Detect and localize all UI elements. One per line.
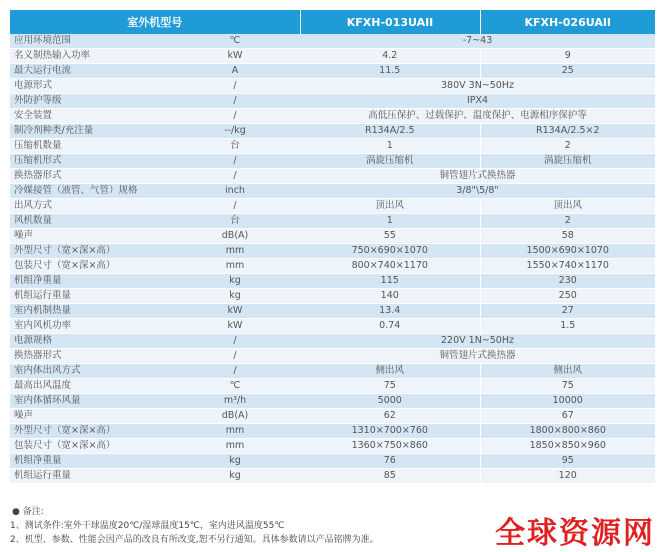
param-name: 室内体出风方式 — [10, 364, 170, 379]
param-unit: / — [170, 169, 300, 184]
table-row — [10, 184, 655, 199]
value-model-a: 涡旋压缩机 — [300, 154, 480, 169]
notes-line-1: 1、测试条件:室外干球温度20℃/湿球温度15℃，室内进风温度55℃ — [10, 521, 285, 531]
param-name: 外防护等级 — [10, 94, 170, 109]
value-model-a: 62 — [300, 409, 480, 424]
value-model-a: 1310×700×760 — [300, 424, 480, 439]
value-model-a: R134A/2.5 — [300, 124, 480, 139]
table-row — [10, 124, 655, 139]
value-model-b: 25 — [480, 64, 655, 79]
param-name: 包装尺寸（宽×深×高） — [10, 259, 170, 274]
table-row — [10, 199, 655, 214]
value-model-a: 75 — [300, 379, 480, 394]
spec-table — [10, 10, 655, 484]
param-name: 冷媒接管（液管、气管）规格 — [10, 184, 170, 199]
param-unit: / — [170, 154, 300, 169]
value-model-b: R134A/2.5×2 — [480, 124, 655, 139]
value-both-models: 3/8"\5/8" — [300, 184, 655, 199]
notes — [10, 505, 470, 547]
value-model-b: 75 — [480, 379, 655, 394]
table-row — [10, 349, 655, 364]
value-both-models: 高低压保护、过载保护、温度保护、电源相序保护等 — [300, 109, 655, 124]
value-model-a: 1 — [300, 214, 480, 229]
param-unit: / — [170, 199, 300, 214]
param-name: 制冷剂种类/充注量 — [10, 124, 170, 139]
value-model-a: 1360×750×860 — [300, 439, 480, 454]
param-unit: --/kg — [170, 124, 300, 139]
param-name: 压缩机形式 — [10, 154, 170, 169]
value-model-b: 9 — [480, 49, 655, 64]
header-model-b: KFXH-026UAII — [480, 10, 655, 34]
param-unit: dB(A) — [170, 229, 300, 244]
value-model-b: 1850×850×960 — [480, 439, 655, 454]
param-unit: kg — [170, 274, 300, 289]
value-model-b: 27 — [480, 304, 655, 319]
notes-line-2: 2、机型、参数、性能会因产品的改良有所改变,恕不另行通知。具体参数请以产品铭牌为准。 — [10, 535, 379, 545]
value-model-b: 10000 — [480, 394, 655, 409]
table-row — [10, 229, 655, 244]
table-row — [10, 319, 655, 334]
param-unit: kW — [170, 49, 300, 64]
param-unit: m³/h — [170, 394, 300, 409]
param-unit: kg — [170, 469, 300, 484]
param-unit: mm — [170, 244, 300, 259]
table-row — [10, 454, 655, 469]
value-model-b: 67 — [480, 409, 655, 424]
param-unit: / — [170, 94, 300, 109]
value-model-b: 120 — [480, 469, 655, 484]
param-unit: 台 — [170, 214, 300, 229]
param-name: 包装尺寸（宽×深×高） — [10, 439, 170, 454]
table-row — [10, 139, 655, 154]
param-name: 机组运行重量 — [10, 469, 170, 484]
value-model-a: 13.4 — [300, 304, 480, 319]
param-unit: / — [170, 79, 300, 94]
param-unit: dB(A) — [170, 409, 300, 424]
param-name: 应用环境范围 — [10, 34, 170, 49]
value-both-models: 铜管翅片式换热器 — [300, 349, 655, 364]
param-unit: mm — [170, 424, 300, 439]
value-model-a: 侧出风 — [300, 364, 480, 379]
value-model-b: 涡旋压缩机 — [480, 154, 655, 169]
value-model-a: 115 — [300, 274, 480, 289]
table-row — [10, 34, 655, 49]
table-row — [10, 424, 655, 439]
table-row — [10, 379, 655, 394]
table-row — [10, 79, 655, 94]
value-model-b: 侧出风 — [480, 364, 655, 379]
param-name: 外型尺寸（宽×深×高） — [10, 244, 170, 259]
value-model-b: 230 — [480, 274, 655, 289]
param-unit: / — [170, 334, 300, 349]
table-row — [10, 259, 655, 274]
value-model-a: 0.74 — [300, 319, 480, 334]
value-model-b: 58 — [480, 229, 655, 244]
table-row — [10, 289, 655, 304]
value-model-a: 750×690×1070 — [300, 244, 480, 259]
watermark-logo: 全球资源网 — [495, 516, 655, 551]
table-row — [10, 244, 655, 259]
value-model-b: 95 — [480, 454, 655, 469]
param-unit: / — [170, 349, 300, 364]
param-unit: mm — [170, 259, 300, 274]
param-name: 安全装置 — [10, 109, 170, 124]
value-both-models: 220V 1N~50Hz — [300, 334, 655, 349]
value-model-b: 1.5 — [480, 319, 655, 334]
value-model-a: 4.2 — [300, 49, 480, 64]
param-name: 机组净重量 — [10, 454, 170, 469]
param-name: 换热器形式 — [10, 349, 170, 364]
table-row — [10, 169, 655, 184]
table-row — [10, 274, 655, 289]
param-unit: kg — [170, 289, 300, 304]
value-model-a: 800×740×1170 — [300, 259, 480, 274]
value-model-a: 1 — [300, 139, 480, 154]
param-name: 名义制热输入功率 — [10, 49, 170, 64]
value-model-a: 5000 — [300, 394, 480, 409]
value-both-models: IPX4 — [300, 94, 655, 109]
value-model-a: 顶出风 — [300, 199, 480, 214]
value-model-a: 85 — [300, 469, 480, 484]
param-name: 室内风机功率 — [10, 319, 170, 334]
header-model-a: KFXH-013UAII — [300, 10, 480, 34]
param-unit: 台 — [170, 139, 300, 154]
table-row — [10, 49, 655, 64]
table-row — [10, 364, 655, 379]
table-row — [10, 439, 655, 454]
value-model-a: 140 — [300, 289, 480, 304]
table-row — [10, 409, 655, 424]
value-model-b: 1500×690×1070 — [480, 244, 655, 259]
param-unit: ℃ — [170, 34, 300, 49]
value-model-b: 1550×740×1170 — [480, 259, 655, 274]
param-name: 噪声 — [10, 409, 170, 424]
param-unit: kg — [170, 454, 300, 469]
param-name: 最大运行电流 — [10, 64, 170, 79]
value-model-a: 76 — [300, 454, 480, 469]
param-unit: kW — [170, 319, 300, 334]
param-name: 机组净重量 — [10, 274, 170, 289]
table-row — [10, 154, 655, 169]
value-both-models: -7~43 — [300, 34, 655, 49]
param-unit: / — [170, 364, 300, 379]
param-name: 换热器形式 — [10, 169, 170, 184]
table-row — [10, 109, 655, 124]
param-name: 机组运行重量 — [10, 289, 170, 304]
param-unit: A — [170, 64, 300, 79]
table-header-row — [10, 10, 655, 34]
value-model-a: 55 — [300, 229, 480, 244]
param-name: 风机数量 — [10, 214, 170, 229]
param-name: 外型尺寸（宽×深×高） — [10, 424, 170, 439]
param-name: 噪声 — [10, 229, 170, 244]
param-name: 室内机制热量 — [10, 304, 170, 319]
value-both-models: 铜管翅片式换热器 — [300, 169, 655, 184]
param-unit: ℃ — [170, 379, 300, 394]
notes-title: ● 备注: — [12, 507, 44, 517]
value-model-b: 顶出风 — [480, 199, 655, 214]
table-row — [10, 469, 655, 484]
table-row — [10, 214, 655, 229]
param-name: 压缩机数量 — [10, 139, 170, 154]
param-unit: kW — [170, 304, 300, 319]
value-model-b: 2 — [480, 139, 655, 154]
table-row — [10, 94, 655, 109]
value-model-a: 11.5 — [300, 64, 480, 79]
param-name: 电源规格 — [10, 334, 170, 349]
param-name: 最高出风温度 — [10, 379, 170, 394]
value-model-b: 2 — [480, 214, 655, 229]
header-model: 室外机型号 — [10, 10, 300, 34]
spec-body — [10, 34, 655, 484]
param-name: 出风方式 — [10, 199, 170, 214]
table-row — [10, 394, 655, 409]
table-row — [10, 304, 655, 319]
param-unit: inch — [170, 184, 300, 199]
value-model-b: 1800×800×860 — [480, 424, 655, 439]
table-row — [10, 64, 655, 79]
param-unit: mm — [170, 439, 300, 454]
table-row — [10, 334, 655, 349]
param-unit: / — [170, 109, 300, 124]
param-name: 室内体循环风量 — [10, 394, 170, 409]
value-both-models: 380V 3N~50Hz — [300, 79, 655, 94]
value-model-b: 250 — [480, 289, 655, 304]
param-name: 电源形式 — [10, 79, 170, 94]
